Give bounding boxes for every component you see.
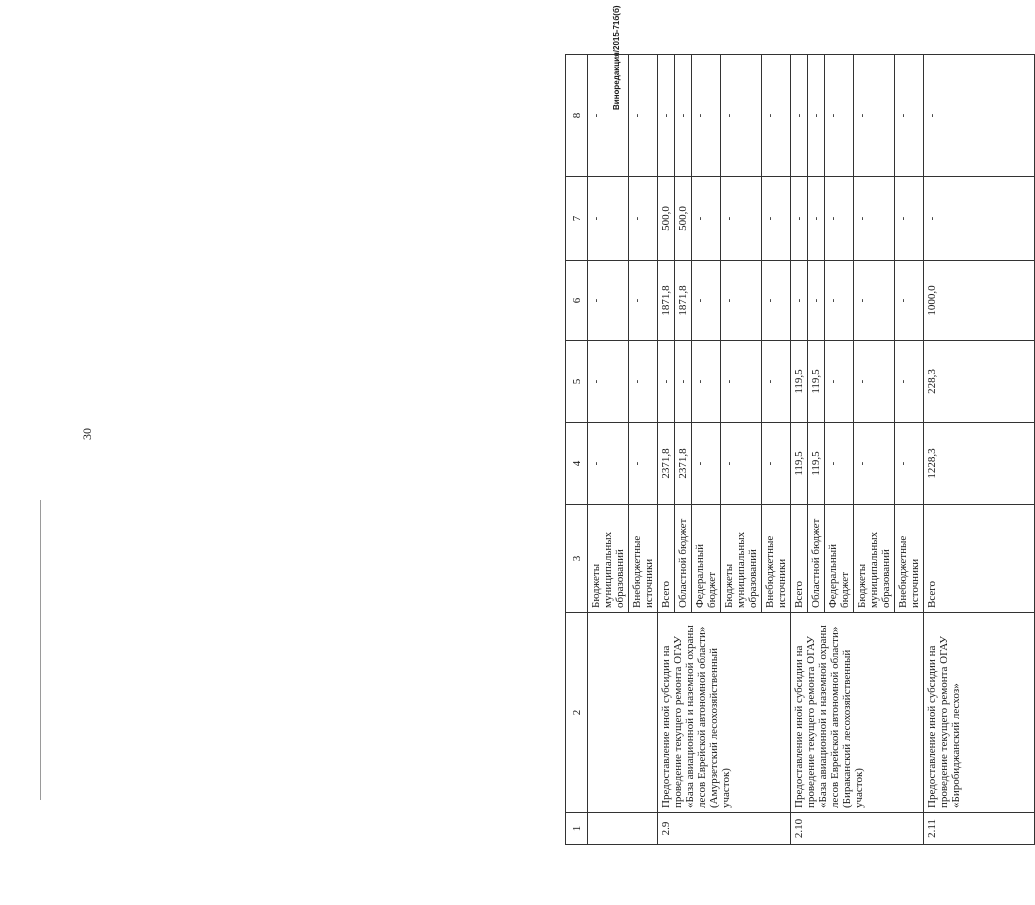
header-cell: 8 [566, 55, 588, 177]
header-cell: 5 [566, 341, 588, 423]
value-cell: - [588, 341, 629, 423]
funding-source-cell: Внебюджетные источники [895, 505, 924, 613]
value-cell: - [721, 177, 762, 261]
value-cell: - [721, 55, 762, 177]
table-row [658, 55, 675, 845]
value-cell: - [854, 341, 895, 423]
value-cell: - [825, 177, 854, 261]
item-number-cell: 2.10 [791, 813, 924, 845]
value-cell: - [791, 261, 808, 341]
value-cell: - [791, 177, 808, 261]
value-cell: - [808, 55, 825, 177]
value-cell: - [692, 55, 721, 177]
value-cell: - [588, 261, 629, 341]
value-cell: 2371,8 [675, 423, 692, 505]
value-cell: - [895, 423, 924, 505]
value-cell: - [762, 55, 791, 177]
funding-source-cell: Всего [791, 505, 808, 613]
value-cell: 1871,8 [658, 261, 675, 341]
funding-source-cell: Федеральный бюджет [692, 505, 721, 613]
value-cell: - [629, 423, 658, 505]
value-cell: - [629, 177, 658, 261]
value-cell: 1228,3 [924, 423, 1035, 505]
value-cell: - [762, 177, 791, 261]
item-description-cell [588, 613, 658, 813]
table-header-row [566, 55, 588, 845]
value-cell: - [791, 55, 808, 177]
header-cell: 6 [566, 261, 588, 341]
value-cell: 119,5 [791, 341, 808, 423]
value-cell: 119,5 [791, 423, 808, 505]
item-number-cell: 2.9 [658, 813, 791, 845]
value-cell: 2371,8 [658, 423, 675, 505]
item-number-cell [588, 813, 658, 845]
value-cell: - [825, 423, 854, 505]
funding-source-cell: Внебюджетные источники [629, 505, 658, 613]
scan-artifact-line [40, 500, 41, 800]
page-number: 30 [80, 428, 94, 440]
funding-source-cell: Всего [924, 505, 1035, 613]
value-cell: 500,0 [658, 177, 675, 261]
item-description-cell: Предоставление иной субсидии на проведение текущего ремонта ОГАУ «Биробиджанский лесхоз» [924, 613, 1035, 813]
value-cell: - [658, 341, 675, 423]
value-cell: 1000,0 [924, 261, 1035, 341]
value-cell: - [721, 261, 762, 341]
funding-source-cell: Всего [658, 505, 675, 613]
funding-source-cell: Областной бюджет [675, 505, 692, 613]
table-row [924, 55, 1035, 845]
budget-table [565, 54, 1035, 845]
value-cell: - [692, 341, 721, 423]
value-cell: - [825, 55, 854, 177]
value-cell: - [629, 341, 658, 423]
value-cell: - [588, 423, 629, 505]
value-cell: - [588, 177, 629, 261]
value-cell: - [895, 177, 924, 261]
funding-source-cell: Бюджеты муниципальных образований [854, 505, 895, 613]
value-cell: - [721, 423, 762, 505]
value-cell: - [924, 55, 1035, 177]
header-cell: 2 [566, 613, 588, 813]
value-cell: - [675, 341, 692, 423]
stamp-text: Виноредакция/2015-71б(б) [612, 5, 621, 110]
value-cell: - [854, 55, 895, 177]
value-cell: - [629, 55, 658, 177]
value-cell: - [762, 423, 791, 505]
item-description-cell: Предоставление иной субсидии на проведение текущего ремонта ОГАУ «База авиационной и наземной охраны лесов Еврейской автономной области» (Бираканский лесохозяйственный участок) [791, 613, 924, 813]
value-cell: - [692, 261, 721, 341]
value-cell: 119,5 [808, 423, 825, 505]
value-cell: - [895, 55, 924, 177]
value-cell: - [658, 55, 675, 177]
header-cell: 1 [566, 813, 588, 845]
funding-source-cell: Бюджеты муниципальных образований [588, 505, 629, 613]
value-cell: - [588, 55, 629, 177]
value-cell: - [854, 177, 895, 261]
value-cell: - [895, 341, 924, 423]
header-cell: 4 [566, 423, 588, 505]
item-number-cell: 2.11 [924, 813, 1035, 845]
value-cell: - [808, 177, 825, 261]
value-cell: - [762, 341, 791, 423]
header-cell: 3 [566, 505, 588, 613]
value-cell: - [692, 423, 721, 505]
funding-source-cell: Внебюджетные источники [762, 505, 791, 613]
table-row [588, 55, 629, 845]
value-cell: - [675, 55, 692, 177]
value-cell: - [825, 341, 854, 423]
value-cell: 1871,8 [675, 261, 692, 341]
value-cell: - [692, 177, 721, 261]
funding-source-cell: Бюджеты муниципальных образований [721, 505, 762, 613]
value-cell: - [762, 261, 791, 341]
funding-source-cell: Областной бюджет [808, 505, 825, 613]
value-cell: - [629, 261, 658, 341]
value-cell: 119,5 [808, 341, 825, 423]
value-cell: - [721, 341, 762, 423]
value-cell: 500,0 [675, 177, 692, 261]
value-cell: - [924, 177, 1035, 261]
funding-source-cell: Федеральный бюджет [825, 505, 854, 613]
rotated-table-wrapper [565, 55, 1035, 845]
item-description-cell: Предоставление иной субсидии на проведение текущего ремонта ОГАУ «База авиационной и наземной охраны лесов Еврейской автономной области» (Амурзетский лесохозяйственный участок) [658, 613, 791, 813]
value-cell: - [808, 261, 825, 341]
header-cell: 7 [566, 177, 588, 261]
value-cell: - [825, 261, 854, 341]
value-cell: 228,3 [924, 341, 1035, 423]
value-cell: - [854, 423, 895, 505]
value-cell: - [895, 261, 924, 341]
table-row [791, 55, 808, 845]
value-cell: - [854, 261, 895, 341]
